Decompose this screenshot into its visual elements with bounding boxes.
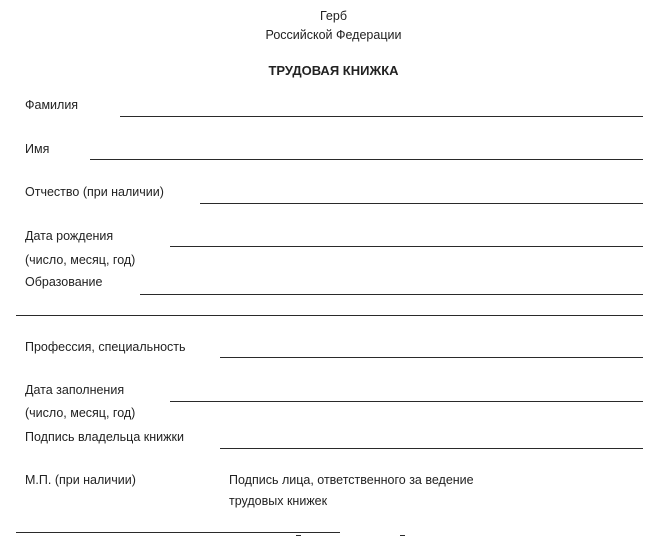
fill-date-label: Дата заполнения bbox=[25, 383, 125, 397]
stamp-field-line bbox=[16, 532, 340, 533]
owner-signature-field-line bbox=[220, 448, 643, 449]
profession-label: Профессия, специальность bbox=[25, 340, 186, 354]
birth-date-field-line bbox=[170, 246, 643, 247]
fill-date-field-line bbox=[170, 401, 643, 402]
signature-tick-right bbox=[400, 535, 405, 536]
education-extra-line bbox=[16, 315, 643, 316]
owner-signature-label: Подпись владельца книжки bbox=[25, 430, 184, 444]
emblem-caption-line2: Российской Федерации bbox=[265, 28, 402, 42]
responsible-signature-label-line1: Подпись лица, ответственного за ведение bbox=[229, 473, 474, 487]
profession-field-line bbox=[220, 357, 643, 358]
education-label: Образование bbox=[25, 275, 103, 289]
name-field-line bbox=[90, 159, 643, 160]
document-title: ТРУДОВАЯ КНИЖКА bbox=[268, 63, 399, 78]
stamp-label: М.П. (при наличии) bbox=[25, 473, 136, 487]
birth-date-hint: (число, месяц, год) bbox=[25, 253, 136, 267]
fill-date-hint: (число, месяц, год) bbox=[25, 406, 136, 420]
responsible-signature-label-line2: трудовых книжек bbox=[229, 494, 328, 508]
signature-tick-left bbox=[296, 535, 301, 536]
name-label: Имя bbox=[25, 142, 50, 156]
surname-label: Фамилия bbox=[25, 98, 79, 112]
patronymic-field-line bbox=[200, 203, 643, 204]
birth-date-label: Дата рождения bbox=[25, 229, 114, 243]
surname-field-line bbox=[120, 116, 643, 117]
emblem-caption-line1: Герб bbox=[320, 9, 347, 23]
education-field-line bbox=[140, 294, 643, 295]
patronymic-label: Отчество (при наличии) bbox=[25, 185, 164, 199]
